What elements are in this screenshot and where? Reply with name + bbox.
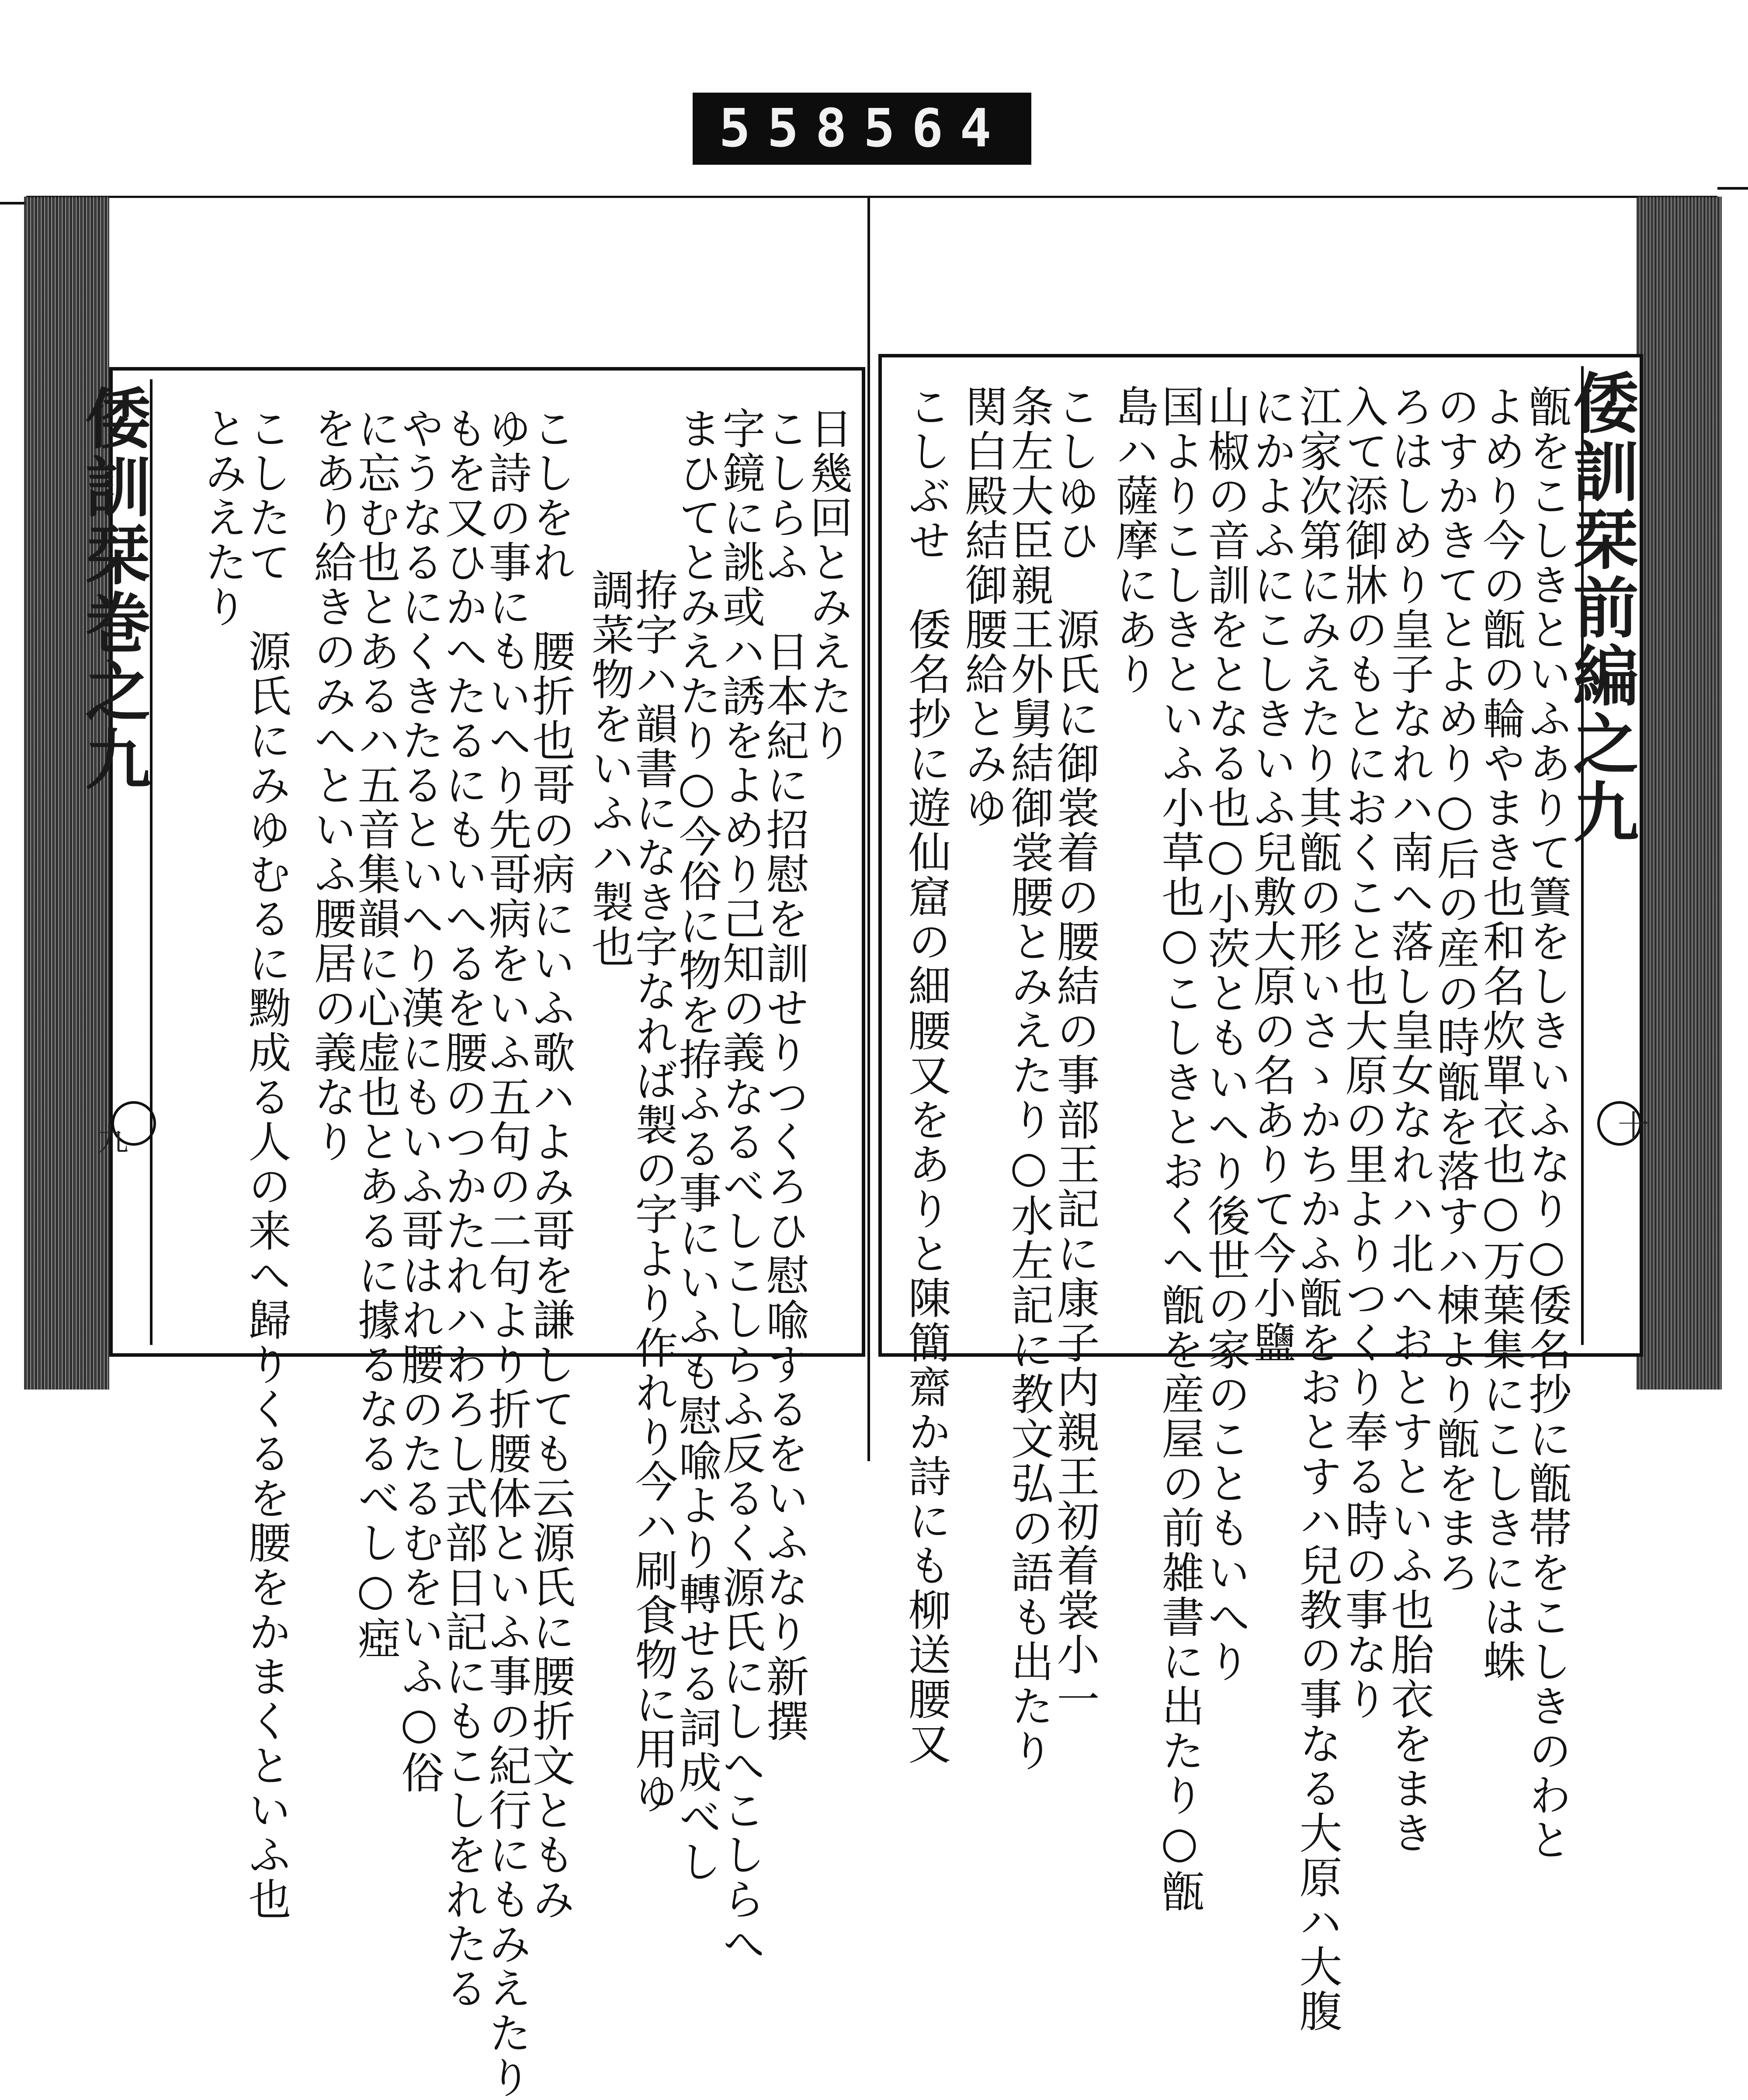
scan-rule-left <box>0 202 26 204</box>
left-col-10: やうなるにくきたるといへり漢にもいふ哥はれ腰のたるむをいふ○俗 <box>394 406 444 1795</box>
left-col-3: 字鏡に誂或ハ誘をよめり己知の義なるべしこしらふ反るく源氏にしへこしらへ <box>715 406 765 1966</box>
right-page-edge-stack <box>1637 197 1722 1390</box>
right-col-7: にかよふにこしきいふ兒敷大原の名ありて今小鹽 <box>1246 385 1296 1365</box>
book-top-edge <box>26 196 1717 198</box>
right-col-9: 国よりこしきといふ小草也○こしきとおくへ甑を産屋の前雑書に出たり○甑 <box>1155 385 1204 1914</box>
left-col-11: に忘む也とあるハ五音集韻に心虚也とあるに據るなるべし○瘂 <box>350 406 400 1661</box>
label-right-number: 564 <box>863 98 1008 159</box>
archive-number-label <box>693 93 1031 165</box>
left-col-14: とみえたり <box>198 406 247 629</box>
right-col-6: 江家次第にみえたり其甑の形いさゝかちかふ甑をおとすハ兒教の事なる大原ハ大腹 <box>1292 385 1342 2034</box>
right-col-12: 条左大臣親王外舅結御裳腰とみえたり○水左記に教文弘の語も出たり <box>1004 385 1054 1773</box>
left-col-7: こしをれ 腰折也哥の病にいふ歌ハよみ哥を謙しても云源氏に腰折文ともみ <box>525 406 575 1922</box>
left-col-6: 調菜物をいふハ製也 <box>584 568 634 969</box>
right-col-10: 島ハ薩摩にあり <box>1109 385 1158 697</box>
left-col-9: もを又ひかへたるにもいへるを腰のつかたれハわろし式部日記にもこしをれたる <box>438 406 488 2011</box>
left-page-folio: 九 <box>92 1123 128 1154</box>
right-page-side-title: 倭訓栞前編之九 <box>1562 369 1639 846</box>
right-col-11: こしゆひ 源氏に御裳着の腰結の事部王記に康子内親王初着裳小一 <box>1050 385 1099 1722</box>
right-col-3: のすかきてとよめり○后の産の時甑を落すハ棟より甑をまろ <box>1430 385 1480 1595</box>
scan-rule-right <box>1717 187 1748 190</box>
left-col-5: 拵字ハ韻書になき字なれば製の字より作れり今ハ刷食物に用ゆ <box>628 568 678 1816</box>
book-spine <box>867 196 870 1461</box>
right-col-1: 甑をこしきといふありて簀をしきいふなり○倭名抄に甑帯をこしきのわと <box>1522 385 1571 1862</box>
right-col-8: 山椒の音訓をとなる也○小茨ともいへり後世の家のこともいへり <box>1200 385 1250 1684</box>
right-col-5: 入て添御牀のもとにおくこと也大原の里よりつくり奉る時の事なり <box>1338 385 1388 1722</box>
left-col-4: まひてとみえたり○今俗に物を拵ふる事にいふも慰喩より轉せる詞成べし <box>672 406 721 1884</box>
left-col-13: こしたて 源氏にみゆむるに黝成る人の来へ歸りくるを腰をかまくといふ也 <box>241 406 291 1922</box>
right-page-folio: 十 <box>1613 1110 1649 1141</box>
left-col-1: 日幾回とみえたり <box>803 406 853 763</box>
label-left-number: 558 <box>719 98 864 159</box>
left-col-8: ゆ詩の事にもいへり先哥病をいふ五句の二句より折腰体といふ事の紀行にもみえたり <box>482 406 531 2100</box>
left-page-side-title: 倭訓栞巻之九 <box>74 385 151 794</box>
right-col-14: こしぶせ 倭名抄に遊仙窟の細腰又をありと陳簡齋か詩にも柳送腰又 <box>901 385 951 1766</box>
left-col-12: をあり給きのみへといふ腰居の義なり <box>307 406 357 1164</box>
right-col-2: よめり今の甑の輪やまき也和名炊單衣也○万葉集にこしきには蛛 <box>1476 385 1526 1684</box>
left-col-2: こしらふ 日本紀に招慰を訓せりつくろひ慰喩するをいふなり新撰 <box>759 406 809 1743</box>
right-col-13: 関白殿結御腰給とみゆ <box>958 385 1008 830</box>
right-col-4: ろはしめり皇子なれハ南へ落し皇女なれハ北へおとすといふ也胎衣をまき <box>1384 385 1434 1855</box>
